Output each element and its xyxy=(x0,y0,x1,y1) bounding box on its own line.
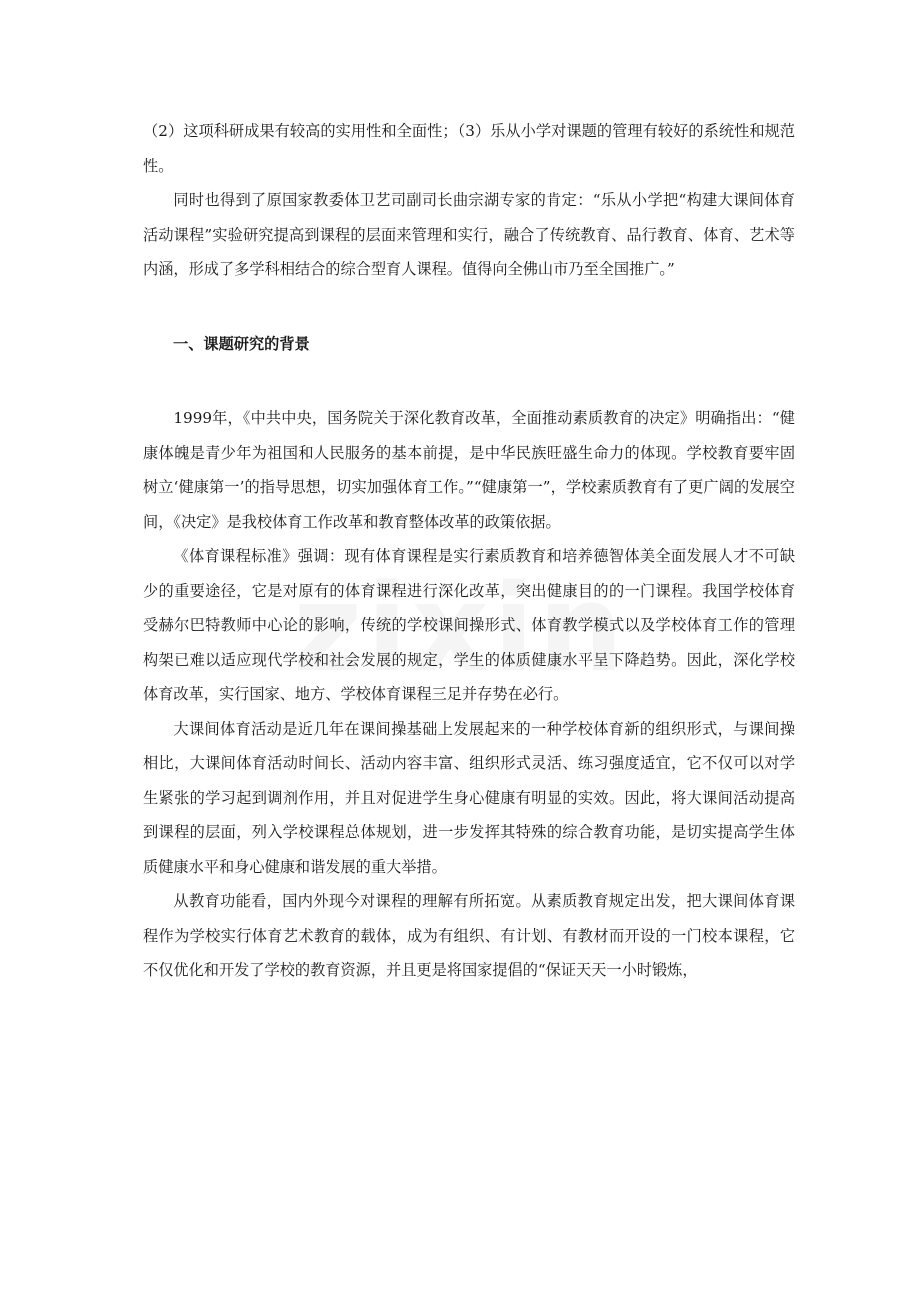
paragraph-policy-background: 1999年，《中共中央，国务院关于深化教育改革，全面推动素质教育的决定》明确指出：“健康体魄是青少年为祖国和人民服务的基本前提，是中华民族旺盛生命力的体现。学校教育要牢固树立‘健康第一’的指导思想，切实加强体育工作。”“健康第一”，学校素质教育有了更广阔的发展空间，《决定》是我校体育工作改革和教育整体改革的政策依据。 xyxy=(143,409,795,531)
paragraph-expert-approval: 同时也得到了原国家教委体卫艺司副司长曲宗湖专家的肯定：“乐从小学把“构建大课间体育活动课程”实验研究提高到课程的层面来管理和实行，融合了传统教育、品行教育、体育、艺术等内涵，形成了多学科相结合的综合型育人课程。值得向全佛山市乃至全国推广。” xyxy=(143,191,795,278)
paragraph-research-conclusions: （2）这项科研成果有较高的实用性和全面性；（3）乐从小学对课题的管理有较好的系统性和规范性。 xyxy=(143,122,795,175)
document-content xyxy=(143,114,795,988)
section-heading: 一、课题研究的背景 xyxy=(173,334,310,353)
spacer xyxy=(143,287,795,327)
spacer xyxy=(143,361,795,401)
paragraph-big-break-activity: 大课间体育活动是近几年在课间操基础上发展起来的一种学校体育新的组织形式，与课间操相比，大课间体育活动时间长、活动内容丰富、组织形式灵活、练习强度适宜，它不仅可以对学生紧张的学习起到调剂作用，并且对促进学生身心健康有明显的实效。因此，将大课间活动提高到课程的层面，列入学校课程总体规划，进一步发挥其特殊的综合教育功能，是切实提高学生体质健康水平和身心健康和谐发展的重大举措。 xyxy=(143,719,795,876)
paragraph-curriculum-standard: 《体育课程标准》强调：现有体育课程是实行素质教育和培养德智体美全面发展人才不可缺少的重要途径，它是对原有的体育课程进行深化改革，突出健康目的的一门课程。我国学校体育受赫尔巴特教师中心论的影响，传统的学校课间操形式、体育教学模式以及学校体育工作的管理构架已难以适应现代学校和社会发展的规定，学生的体质健康水平呈下降趋势。因此，深化学校体育改革，实行国家、地方、学校体育课程三足并存势在必行。 xyxy=(143,547,795,703)
paragraph-educational-function: 从教育功能看，国内外现今对课程的理解有所拓宽。从素质教育规定出发，把大课间体育课程作为学校实行体育艺术教育的载体，成为有组织、有计划、有教材而开设的一门校本课程，它不仅优化和开发了学校的教育资源，并且更是将国家提倡的“保证天天一小时锻炼， xyxy=(143,892,795,979)
